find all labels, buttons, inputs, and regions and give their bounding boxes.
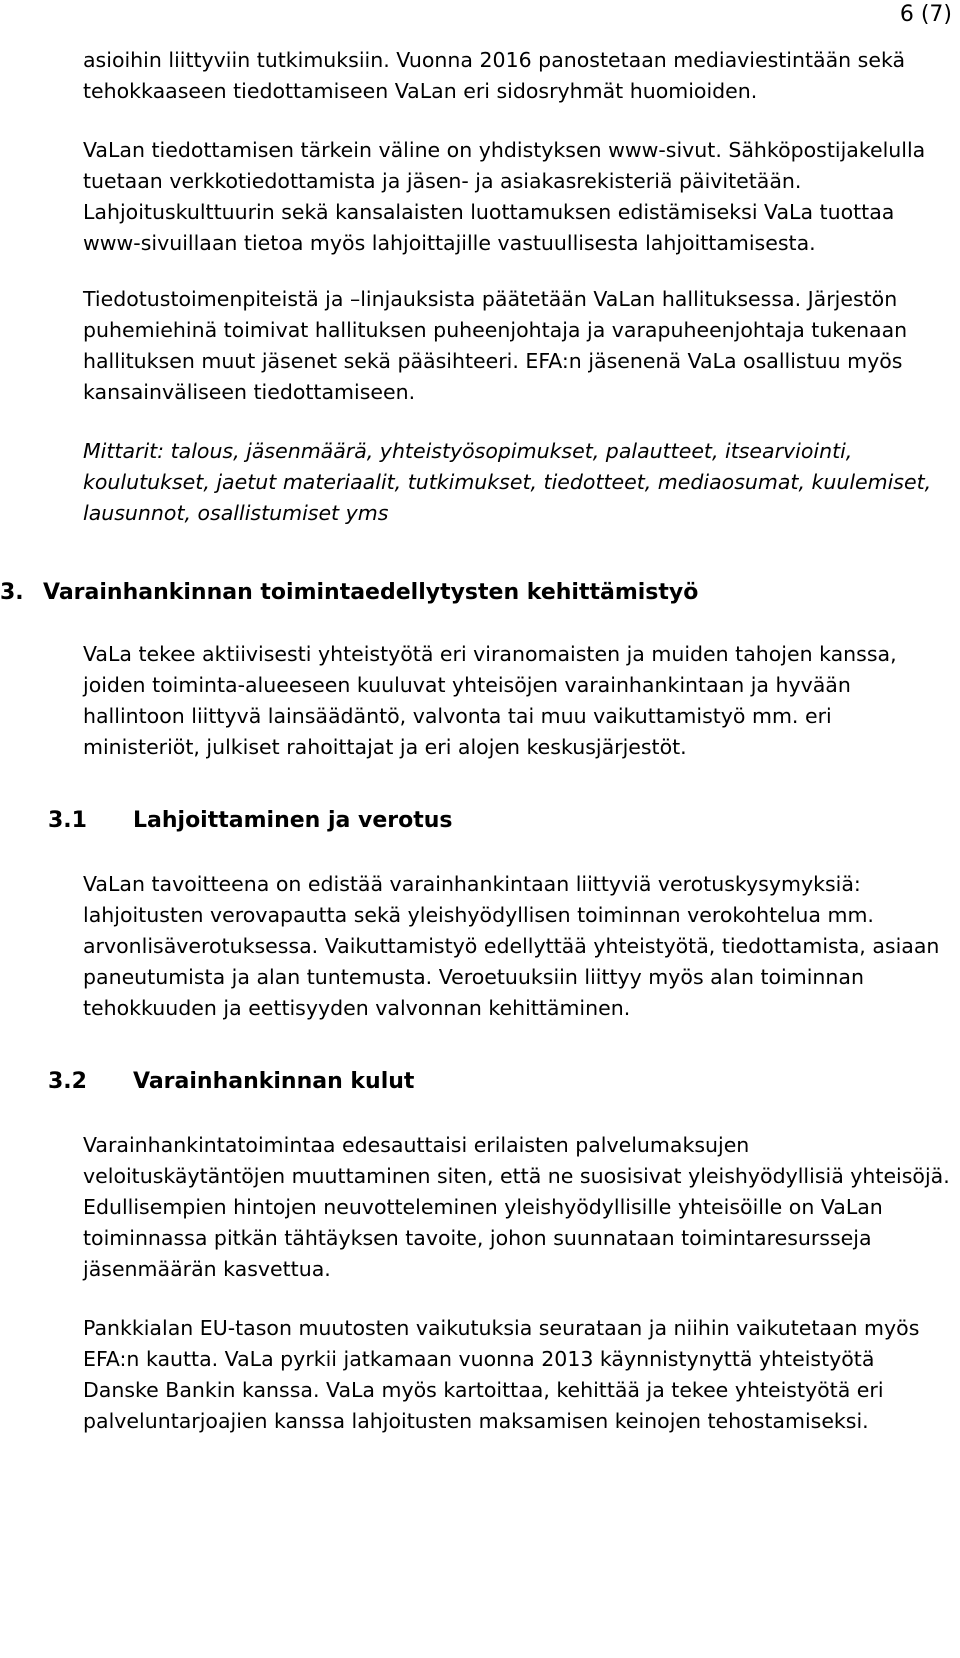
section-number: 3.1 (48, 808, 87, 833)
paragraph-research: asioihin liittyviin tutkimuksiin. Vuonna 2016 panostetaan mediaviestintään sekä tehokkaaseen tiedottamiseen VaLan eri sidosryhmät huomioiden. (83, 48, 906, 103)
paragraph-section-3-1: VaLan tavoitteena on edistää varainhankintaan liittyviä verotuskysymyksiä: lahjoitusten verovapautta sekä yleishyödyllisen toiminnan verokohtelua mm. arvonlisäverotuksessa. Vaikuttamistyö edellyttää yhteistyötä, tiedottamista, asiaan paneutumista ja alan tuntemusta. Veroetuuksiin liittyy myös alan toiminnan tehokkuuden ja eettisyyden valvonnan kehittäminen. (83, 872, 940, 1020)
page-number: 6 (7) (899, 2, 952, 27)
section-number: 3. (0, 580, 24, 605)
paragraph-section-3: VaLa tekee aktiivisesti yhteistyötä eri viranomaisten ja muiden tahojen kanssa, joiden toiminta-alueeseen kuuluvat yhteisöjen varainhankintaan ja hyvään hallintoon liittyvä lainsäädäntö, valvonta tai muu vaikuttamistyö mm. eri ministeriöt, julkiset rahoittajat ja eri alojen keskusjärjestöt. (83, 642, 897, 759)
paragraph-metrics: Mittarit: talous, jäsenmäärä, yhteistyösopimukset, palautteet, itsearviointi, koulutukset, jaetut materiaalit, tutkimukset, tiedotteet, mediaosumat, kuulemiset, lausunnot, osallistumiset yms (83, 439, 932, 525)
section-number: 3.2 (48, 1069, 87, 1094)
paragraph-section-3-2-costs: Varainhankintatoimintaa edesauttaisi erilaisten palvelumaksujen veloituskäytäntöjen muuttaminen siten, että ne suosisivat yleishyödyllisiä yhteisöjä. Edullisempien hintojen neuvotteleminen yleishyödyllisille yhteisöille on VaLan toiminnassa pitkän tähtäyksen tavoite, johon suunnataan toimintaresursseja jäsenmäärän kasvettua. (83, 1133, 950, 1281)
section-heading-3 (0, 578, 955, 608)
section-title: Varainhankinnan kulut (133, 1069, 415, 1094)
document-body (0, 45, 955, 1437)
section-title: Lahjoittaminen ja verotus (133, 808, 453, 833)
section-heading-3-2 (48, 1067, 955, 1097)
paragraph-section-3-2-banking: Pankkialan EU-tason muutosten vaikutuksia seurataan ja niihin vaikutetaan myös EFA:n kautta. VaLa pyrkii jatkamaan vuonna 2013 käynnistynyttä yhteistyötä Danske Bankin kanssa. VaLa myös kartoittaa, kehittää ja tekee yhteistyötä eri palveluntarjoajien kanssa lahjoitusten maksamisen keinojen tehostamiseksi. (83, 1316, 920, 1433)
section-heading-3-1 (48, 806, 955, 836)
section-title: Varainhankinnan toimintaedellytysten kehittämistyö (43, 580, 699, 605)
paragraph-communication-decisions: Tiedotustoimenpiteistä ja –linjauksista päätetään VaLan hallituksessa. Järjestön puhemiehinä toimivat hallituksen puheenjohtaja ja varapuheenjohtaja tukenaan hallituksen muut jäsenet sekä pääsihteeri. EFA:n jäsenenä VaLa osallistuu myös kansainväliseen tiedottamiseen. (83, 287, 908, 404)
paragraph-communication-channels: VaLan tiedottamisen tärkein väline on yhdistyksen www-sivut. Sähköpostijakelulla tuetaan verkkotiedottamista ja jäsen- ja asiakasrekisteriä päivitetään. Lahjoituskulttuurin sekä kansalaisten luottamuksen edistämiseksi VaLa tuottaa www-sivuillaan tietoa myös lahjoittajille vastuullisesta lahjoittamisesta. (83, 138, 926, 255)
